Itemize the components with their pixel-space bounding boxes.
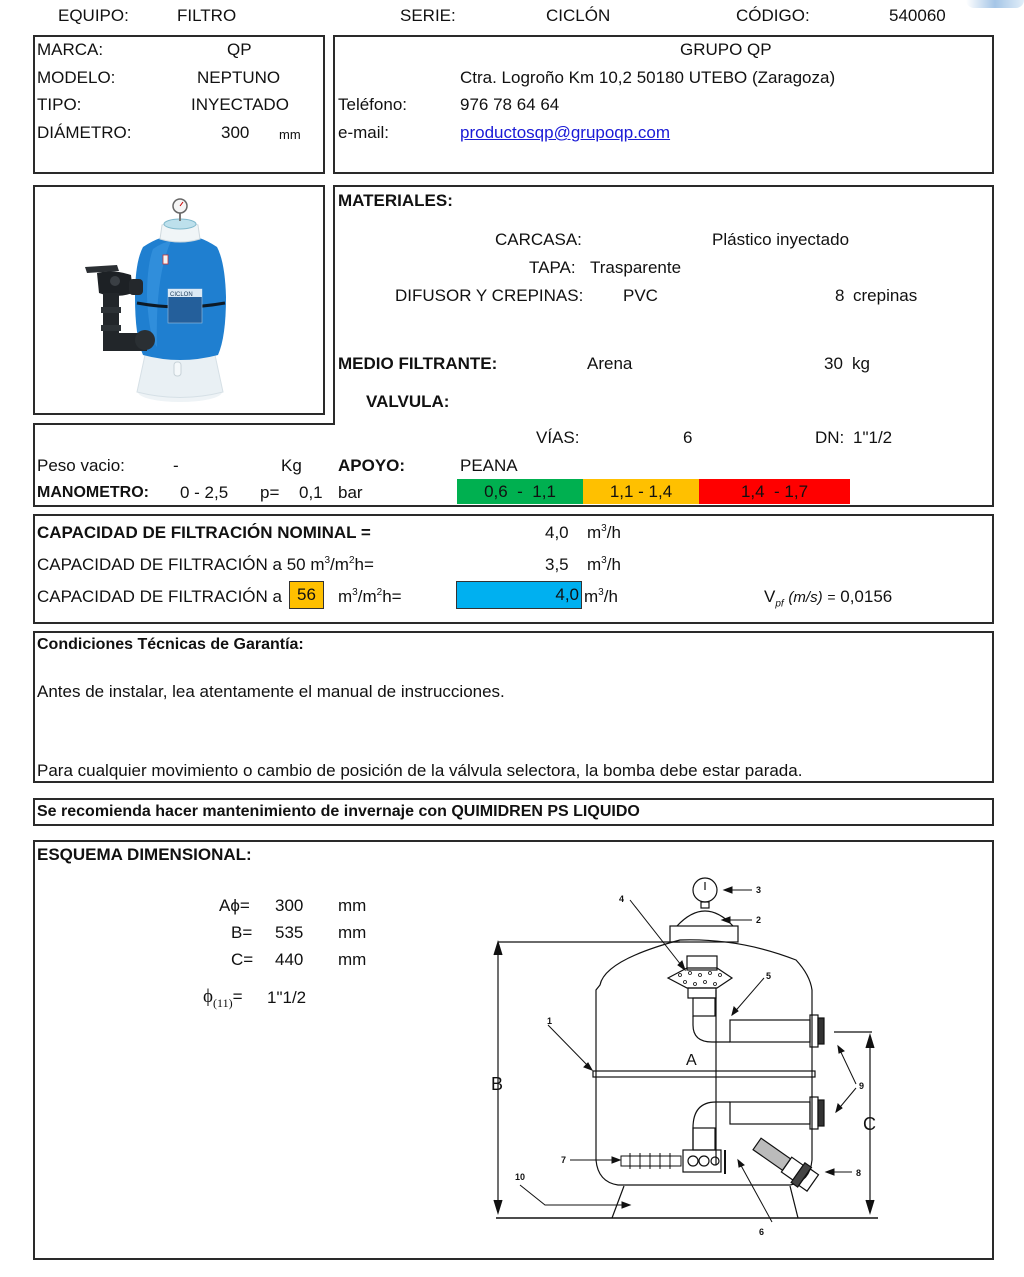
difusor-value: PVC xyxy=(623,286,658,305)
svg-text:CICLON: CICLON xyxy=(170,292,193,298)
capacity-custom-label: CAPACIDAD DE FILTRACIÓN a xyxy=(37,587,282,606)
medio-qty: 30 xyxy=(824,354,843,373)
email-label: e-mail: xyxy=(338,123,390,142)
warranty-title: Condiciones Técnicas de Garantía: xyxy=(37,636,304,653)
peso-label: Peso vacio: xyxy=(37,456,125,475)
manometro-range: 0 - 2,5 xyxy=(180,483,229,502)
capacity-50-label: CAPACIDAD DE FILTRACIÓN a 50 $m^3/m^2h=$ xyxy=(37,555,374,574)
marca-value: QP xyxy=(227,40,252,59)
email-link[interactable]: productosqp@grupoqp.com xyxy=(460,123,671,142)
callout-4: 4 xyxy=(619,894,625,904)
capacity-custom-unit: $m^3/h$ xyxy=(584,587,618,606)
warranty-line-2: Para cualquier movimiento o cambio de posición de la válvula selectora, la bomba debe estar parada. xyxy=(37,761,803,780)
callout-8: 8 xyxy=(856,1168,862,1178)
carcasa-value: Plástico inyectado xyxy=(712,230,850,249)
maintenance-text: Se recomienda hacer mantenimiento de invernaje con QUIMIDREN PS LIQUIDO xyxy=(37,803,640,820)
vias-label: VÍAS: xyxy=(536,428,580,447)
materials-title: MATERIALES: xyxy=(338,191,453,210)
marca-label: MARCA: xyxy=(37,40,104,59)
filter-technical-diagram xyxy=(480,860,900,1260)
serie-value: CICLÓN xyxy=(546,6,611,25)
p-value: 0,1 xyxy=(299,483,323,502)
dn-value: 1"1/2 xyxy=(853,428,893,447)
dim-b-value: 535 xyxy=(275,923,304,942)
peso-value: - xyxy=(173,456,179,475)
diagram-letter-a: A xyxy=(686,1052,697,1069)
filtration-result-cell: 4,0 xyxy=(456,581,582,609)
company-info-box xyxy=(333,35,994,174)
carcasa-label: CARCASA: xyxy=(495,230,582,249)
codigo-value: 540060 xyxy=(889,6,946,25)
capacity-nominal-label: CAPACIDAD DE FILTRACIÓN NOMINAL = xyxy=(37,523,371,542)
capacity-nominal-value: 4,0 xyxy=(545,523,569,542)
logo-fragment xyxy=(966,0,1024,8)
serie-label: SERIE: xyxy=(400,6,456,25)
diametro-unit: mm xyxy=(279,127,301,142)
dim-c-label: C= xyxy=(231,950,254,969)
company-name: GRUPO QP xyxy=(680,40,772,59)
filter-photo xyxy=(35,187,323,413)
tipo-label: TIPO: xyxy=(37,95,82,114)
product-image-box xyxy=(33,185,325,415)
filtration-rate-input[interactable]: 56 xyxy=(289,581,324,609)
vias-value: 6 xyxy=(683,428,693,447)
pressure-range-green: 0,6 - 1,1 xyxy=(457,479,583,504)
dim-phi-value: 1"1/2 xyxy=(267,988,307,1007)
modelo-label: MODELO: xyxy=(37,68,116,87)
dim-c-unit: mm xyxy=(338,950,367,969)
medio-filtrante-label: MEDIO FILTRANTE: xyxy=(338,354,498,373)
dn-label: DN: xyxy=(815,428,845,447)
dim-b-unit: mm xyxy=(338,923,367,942)
crepinas-label: crepinas xyxy=(853,286,918,305)
capacity-nominal-unit: $m^3/h$ xyxy=(587,523,621,542)
dim-c-value: 440 xyxy=(275,950,304,969)
dim-b-label: B= xyxy=(231,923,253,942)
medio-filtrante-value: Arena xyxy=(587,354,633,373)
equipo-value: FILTRO xyxy=(177,6,237,25)
codigo-label: CÓDIGO: xyxy=(736,6,810,25)
manometro-label: MANOMETRO: xyxy=(37,484,149,501)
callout-9: 9 xyxy=(859,1081,865,1091)
dim-a-value: 300 xyxy=(275,896,304,915)
callout-6: 6 xyxy=(759,1227,765,1237)
tipo-value: INYECTADO xyxy=(191,95,289,114)
equipo-label: EQUIPO: xyxy=(58,6,129,25)
dim-phi-label: $\phi_{(11)}=$ xyxy=(203,986,243,1010)
callout-10: 10 xyxy=(515,1172,526,1182)
pressure-range-yellow: 1,1 - 1,4 xyxy=(583,479,699,504)
vpf-value: 0,0156 xyxy=(840,587,893,606)
tapa-value: Trasparente xyxy=(590,258,682,277)
callout-5: 5 xyxy=(766,971,772,981)
callout-7: 7 xyxy=(561,1155,567,1165)
pressure-range-red: 1,4 - 1,7 xyxy=(699,479,850,504)
dimensional-title: ESQUEMA DIMENSIONAL: xyxy=(37,845,252,864)
company-address: Ctra. Logroño Km 10,2 50180 UTEBO (Zaragoza) xyxy=(460,68,836,87)
materials-box xyxy=(333,185,994,425)
dim-a-unit: mm xyxy=(338,896,367,915)
p-label: p= xyxy=(260,483,280,502)
capacity-50-unit: $m^3/h$ xyxy=(587,555,621,574)
apoyo-label: APOYO: xyxy=(338,456,406,475)
dim-a-label: Aϕ= xyxy=(219,896,250,915)
callout-3: 3 xyxy=(756,885,762,895)
phone-value: 976 78 64 64 xyxy=(460,95,560,114)
diagram-letter-c: C xyxy=(863,1114,876,1134)
medio-unit: kg xyxy=(852,354,870,373)
divider xyxy=(33,423,335,425)
p-unit: bar xyxy=(338,483,363,502)
valvula-label: VALVULA: xyxy=(366,392,450,411)
diametro-value: 300 xyxy=(221,123,250,142)
apoyo-value: PEANA xyxy=(460,456,518,475)
callout-1: 1 xyxy=(547,1016,553,1026)
diametro-label: DIÁMETRO: xyxy=(37,123,132,142)
peso-unit: Kg xyxy=(281,456,302,475)
crepinas-count: 8 xyxy=(835,286,845,305)
diagram-letter-b: B xyxy=(491,1074,504,1094)
difusor-label: DIFUSOR Y CREPINAS: xyxy=(395,286,584,305)
warranty-line-1: Antes de instalar, lea atentamente el manual de instrucciones. xyxy=(37,682,505,701)
callout-2: 2 xyxy=(756,915,762,925)
rate-unit: $m^3/m^2h=$ xyxy=(338,587,402,606)
modelo-value: NEPTUNO xyxy=(197,68,281,87)
vpf-formula: $V_{pf}$ (m/s) = 0,0156 xyxy=(764,587,893,610)
tapa-label: TAPA: xyxy=(529,258,576,277)
capacity-50-value: 3,5 xyxy=(545,555,569,574)
phone-label: Teléfono: xyxy=(338,95,407,114)
